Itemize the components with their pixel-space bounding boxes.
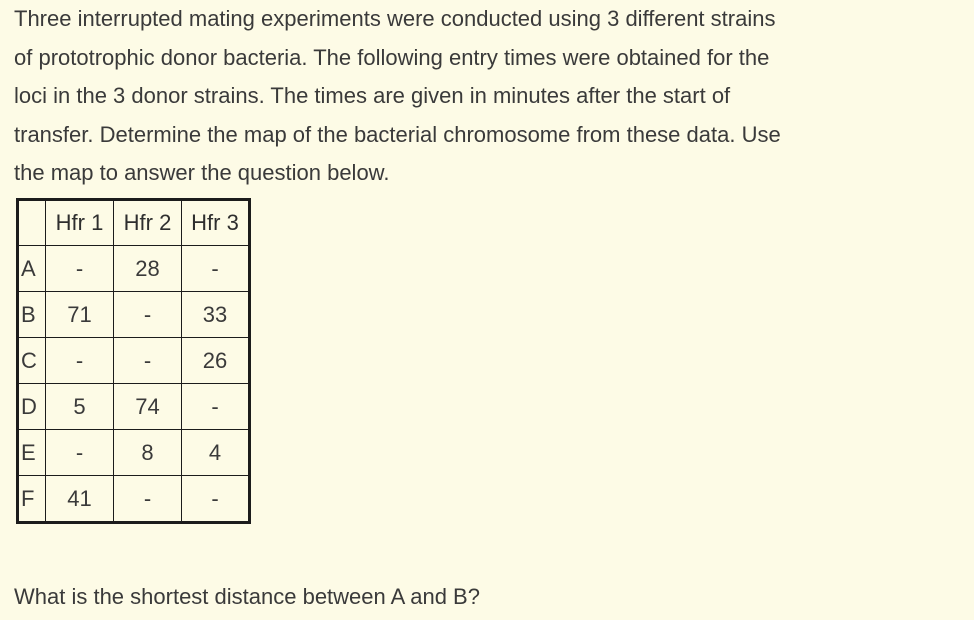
intro-line: transfer. Determine the map of the bacterial chromosome from these data. Use	[14, 121, 781, 147]
table-cell: -	[114, 292, 182, 338]
table-row	[18, 292, 250, 338]
row-label: A	[18, 246, 46, 292]
table-row	[18, 430, 250, 476]
row-label: F	[18, 476, 46, 523]
intro-line: the map to answer the question below.	[14, 160, 390, 185]
table-row	[18, 384, 250, 430]
row-label: D	[18, 384, 46, 430]
table-cell: -	[46, 430, 114, 476]
header-hfr2: Hfr 2	[114, 200, 182, 246]
entry-times-table	[16, 198, 251, 524]
table-cell: 71	[46, 292, 114, 338]
table-cell: 41	[46, 476, 114, 523]
table-cell: -	[114, 338, 182, 384]
table-cell: 26	[182, 338, 250, 384]
table-row	[18, 476, 250, 523]
table-cell: -	[46, 246, 114, 292]
table-cell: 4	[182, 430, 250, 476]
table-cell: -	[114, 476, 182, 523]
row-label: B	[18, 292, 46, 338]
intro-line: of prototrophic donor bacteria. The following entry times were obtained for the	[14, 44, 770, 70]
table-cell: 28	[114, 246, 182, 292]
table-cell: -	[182, 384, 250, 430]
row-label: E	[18, 430, 46, 476]
table-cell: -	[46, 338, 114, 384]
table-header-row	[18, 200, 250, 246]
problem-statement	[14, 0, 964, 193]
header-hfr1: Hfr 1	[46, 200, 114, 246]
table-row	[18, 246, 250, 292]
table-cell: -	[182, 476, 250, 523]
table-cell: -	[182, 246, 250, 292]
table-cell: 74	[114, 384, 182, 430]
header-hfr3: Hfr 3	[182, 200, 250, 246]
table-cell: 5	[46, 384, 114, 430]
intro-line: Three interrupted mating experiments were conducted using 3 different strains	[14, 6, 776, 31]
question-text: What is the shortest distance between A and B?	[14, 584, 480, 609]
table-cell: 8	[114, 430, 182, 476]
table-cell: 33	[182, 292, 250, 338]
table-row	[18, 338, 250, 384]
intro-line: loci in the 3 donor strains. The times are given in minutes after the start of	[14, 83, 731, 108]
row-label: C	[18, 338, 46, 384]
header-corner-cell	[18, 200, 46, 246]
